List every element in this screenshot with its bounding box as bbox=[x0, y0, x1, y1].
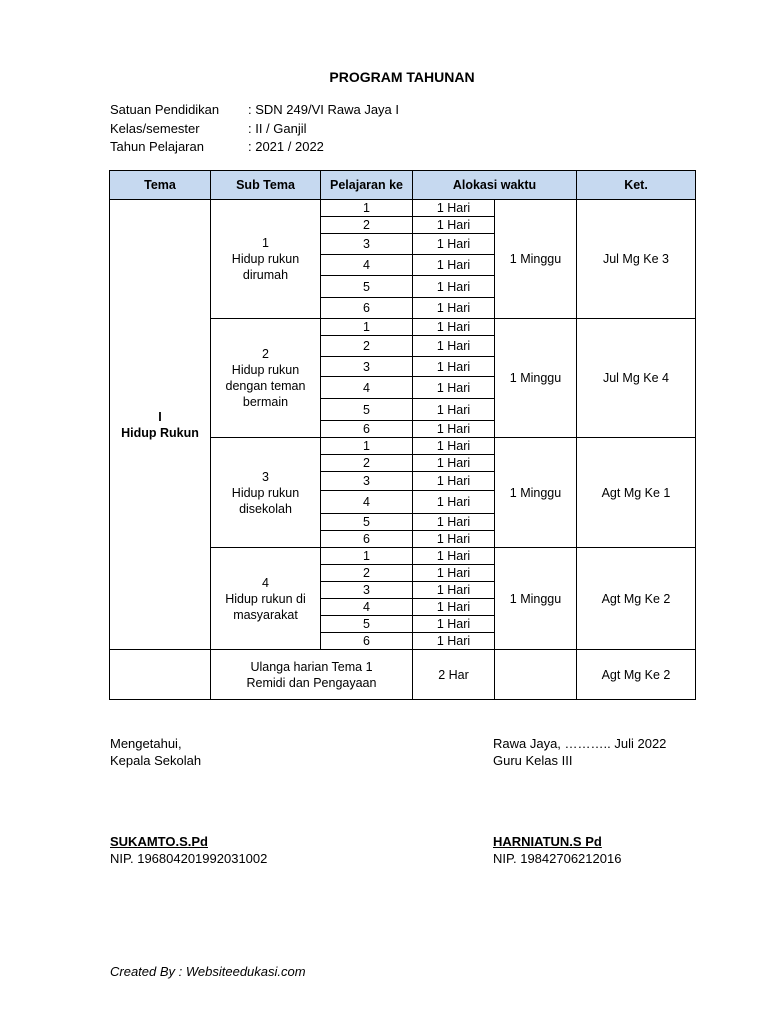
lesson-alloc: 1 Hari bbox=[413, 616, 495, 633]
lesson-number: 2 bbox=[321, 565, 413, 582]
lesson-number: 1 bbox=[321, 438, 413, 455]
sub-tema-cell bbox=[211, 438, 321, 548]
header-tema: Tema bbox=[110, 171, 211, 200]
lesson-alloc: 1 Hari bbox=[413, 319, 495, 336]
ulangan-line: Ulanga harian Tema 1 bbox=[250, 659, 373, 674]
sub-tema-cell bbox=[211, 548, 321, 650]
sub-tema-line: Hidup rukun bbox=[231, 485, 300, 500]
sub-tema-line: 3 bbox=[262, 469, 269, 484]
sub-tema-line: Hidup rukun di bbox=[225, 591, 306, 606]
lesson-alloc: 1 Hari bbox=[413, 548, 495, 565]
teacher-nip: NIP. 19842706212016 bbox=[493, 850, 622, 866]
info-value: : II / Ganjil bbox=[248, 120, 307, 136]
week-alloc: 1 Minggu bbox=[495, 548, 577, 650]
lesson-alloc: 1 Hari bbox=[413, 336, 495, 357]
signature-left bbox=[110, 736, 267, 867]
lesson-number: 6 bbox=[321, 531, 413, 548]
table-header-row bbox=[110, 171, 696, 200]
info-row bbox=[110, 120, 399, 139]
tema-name: Hidup Rukun bbox=[121, 425, 199, 440]
lesson-alloc: 1 Hari bbox=[413, 582, 495, 599]
sub-tema-line: dengan teman bbox=[225, 379, 306, 393]
lesson-alloc: 1 Hari bbox=[413, 357, 495, 377]
school-info bbox=[110, 101, 399, 157]
header-alokasi: Alokasi waktu bbox=[413, 171, 577, 200]
lesson-alloc: 1 Hari bbox=[413, 377, 495, 399]
lesson-number: 1 bbox=[321, 319, 413, 336]
lesson-alloc: 1 Hari bbox=[413, 234, 495, 255]
signature-right bbox=[493, 736, 666, 867]
page-title: PROGRAM TAHUNAN bbox=[329, 69, 475, 85]
ket-cell: Jul Mg Ke 4 bbox=[577, 319, 696, 438]
lesson-alloc: 1 Hari bbox=[413, 399, 495, 421]
lesson-alloc: 1 Hari bbox=[413, 455, 495, 472]
principal-name: SUKAMTO.S.Pd bbox=[110, 834, 208, 849]
lesson-number: 5 bbox=[321, 399, 413, 421]
sign-left-line2: Kepala Sekolah bbox=[110, 752, 202, 768]
program-table bbox=[109, 170, 696, 700]
week-alloc: 1 Minggu bbox=[495, 438, 577, 548]
header-pelajaran: Pelajaran ke bbox=[321, 171, 413, 200]
lesson-number: 1 bbox=[321, 548, 413, 565]
ket-cell: Jul Mg Ke 3 bbox=[577, 200, 696, 319]
lesson-alloc: 1 Hari bbox=[413, 276, 495, 298]
ket-cell: Agt Mg Ke 1 bbox=[577, 438, 696, 548]
lesson-alloc: 1 Hari bbox=[413, 472, 495, 491]
ulangan-alloc: 2 Har bbox=[413, 650, 495, 700]
sign-right-line2: Guru Kelas III bbox=[493, 752, 573, 768]
header-sub-tema: Sub Tema bbox=[211, 171, 321, 200]
lesson-number: 2 bbox=[321, 455, 413, 472]
sign-left-line1: Mengetahui, bbox=[110, 736, 182, 751]
ulangan-empty bbox=[495, 650, 577, 700]
lesson-number: 4 bbox=[321, 491, 413, 514]
sub-tema-line: 2 bbox=[262, 347, 269, 361]
sub-tema-line: bermain bbox=[242, 395, 289, 409]
lesson-number: 2 bbox=[321, 336, 413, 357]
lesson-number: 3 bbox=[321, 357, 413, 377]
info-value: : 2021 / 2022 bbox=[248, 139, 324, 154]
lesson-number: 1 bbox=[321, 200, 413, 217]
lesson-number: 2 bbox=[321, 217, 413, 234]
info-value: : SDN 249/VI Rawa Jaya I bbox=[248, 102, 400, 117]
info-label: Satuan Pendidikan bbox=[110, 102, 220, 117]
lesson-alloc: 1 Hari bbox=[413, 491, 495, 514]
info-label: Tahun Pelajaran bbox=[110, 139, 204, 154]
header-ket: Ket. bbox=[577, 171, 696, 200]
lesson-alloc: 1 Hari bbox=[413, 298, 495, 319]
teacher-name: HARNIATUN.S Pd bbox=[493, 834, 602, 849]
lesson-alloc: 1 Hari bbox=[413, 438, 495, 455]
lesson-number: 3 bbox=[321, 234, 413, 255]
sub-tema-cell bbox=[211, 319, 321, 438]
table-row-ulangan bbox=[110, 650, 696, 700]
lesson-number: 5 bbox=[321, 514, 413, 531]
lesson-number: 4 bbox=[321, 599, 413, 616]
ket-cell: Agt Mg Ke 2 bbox=[577, 548, 696, 650]
sub-tema-line: masyarakat bbox=[233, 607, 298, 622]
sign-right-line1: Rawa Jaya, ……….. Juli 2022 bbox=[493, 736, 667, 751]
footer-credit: Created By : Websiteedukasi.com bbox=[110, 964, 306, 979]
sub-tema-line: 4 bbox=[262, 575, 269, 590]
week-alloc: 1 Minggu bbox=[495, 200, 577, 319]
lesson-number: 3 bbox=[321, 582, 413, 599]
lesson-alloc: 1 Hari bbox=[413, 514, 495, 531]
lesson-alloc: 1 Hari bbox=[413, 565, 495, 582]
ulangan-cell bbox=[211, 650, 413, 700]
info-row bbox=[110, 138, 399, 157]
lesson-alloc: 1 Hari bbox=[413, 599, 495, 616]
principal-nip: NIP. 196804201992031002 bbox=[110, 850, 268, 866]
table-row bbox=[110, 200, 696, 217]
lesson-alloc: 1 Hari bbox=[413, 421, 495, 438]
lesson-number: 3 bbox=[321, 472, 413, 491]
sub-tema-line: dirumah bbox=[242, 268, 289, 282]
lesson-number: 6 bbox=[321, 298, 413, 319]
sub-tema-line: 1 bbox=[262, 236, 269, 250]
lesson-alloc: 1 Hari bbox=[413, 633, 495, 650]
lesson-number: 5 bbox=[321, 276, 413, 298]
lesson-number: 4 bbox=[321, 255, 413, 276]
lesson-number: 6 bbox=[321, 421, 413, 438]
lesson-number: 6 bbox=[321, 633, 413, 650]
week-alloc: 1 Minggu bbox=[495, 319, 577, 438]
tema-cell bbox=[110, 200, 211, 650]
tema-number: I bbox=[158, 409, 162, 424]
sub-tema-cell bbox=[211, 200, 321, 319]
ulangan-line: Remidi dan Pengayaan bbox=[246, 675, 377, 690]
sub-tema-line: disekolah bbox=[239, 501, 292, 516]
sub-tema-line: Hidup rukun bbox=[231, 252, 300, 266]
sub-tema-line: Hidup rukun bbox=[231, 363, 300, 377]
lesson-alloc: 1 Hari bbox=[413, 531, 495, 548]
ulangan-ket: Agt Mg Ke 2 bbox=[577, 650, 696, 700]
lesson-number: 5 bbox=[321, 616, 413, 633]
lesson-alloc: 1 Hari bbox=[413, 217, 495, 234]
lesson-alloc: 1 Hari bbox=[413, 200, 495, 217]
table-body bbox=[110, 200, 696, 700]
info-label: Kelas/semester bbox=[110, 120, 200, 136]
lesson-number: 4 bbox=[321, 377, 413, 399]
info-row bbox=[110, 101, 399, 120]
tema-blank-cell bbox=[110, 650, 211, 700]
lesson-alloc: 1 Hari bbox=[413, 255, 495, 276]
